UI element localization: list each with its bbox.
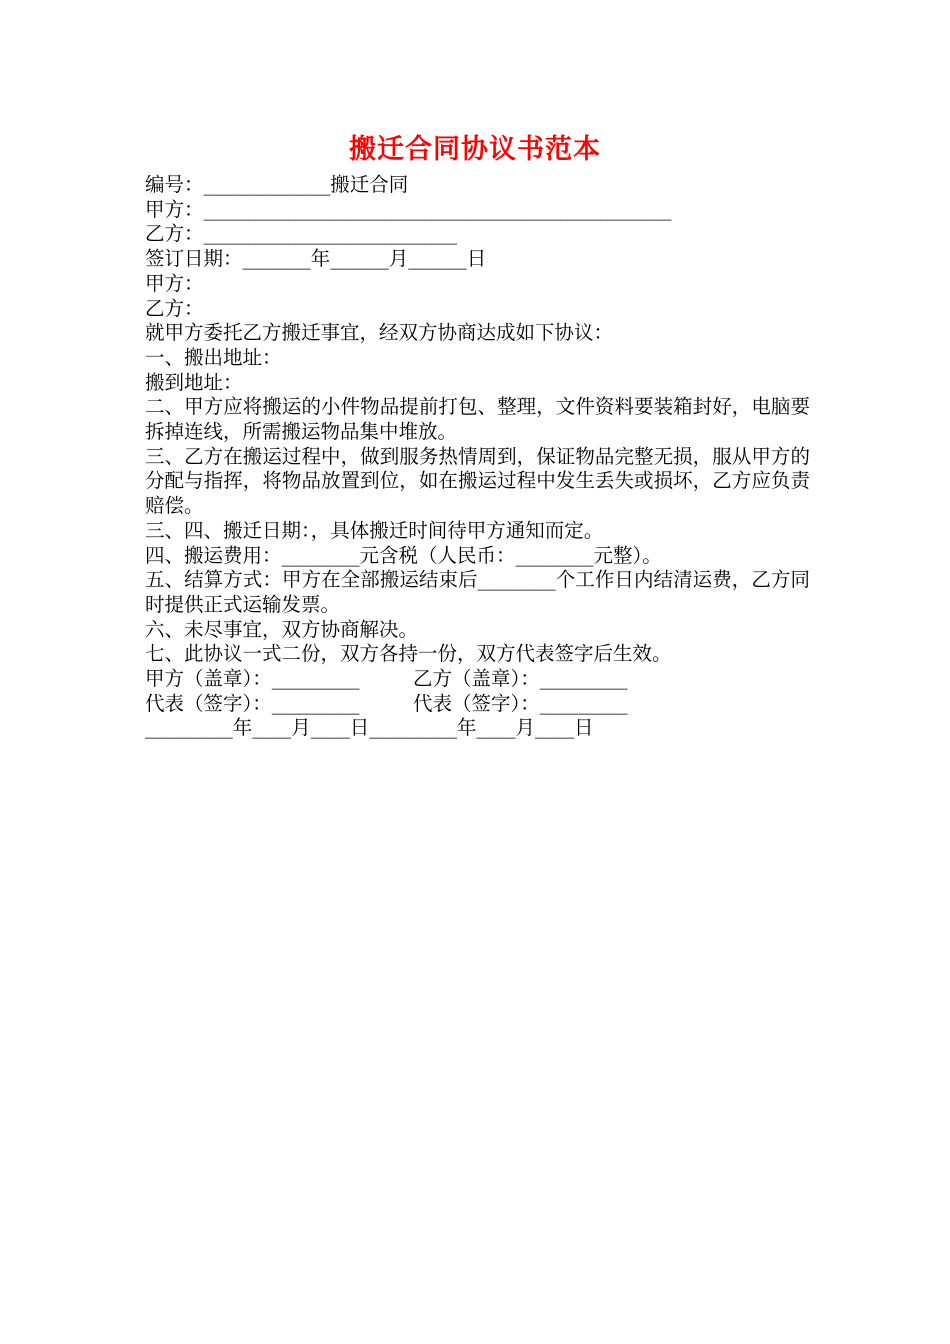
party-a-representative: 代表（签字）：_________	[145, 691, 360, 715]
party-b-signing-date: _________年____月____日	[369, 716, 594, 740]
clause-move-to-address: 搬到地址：	[145, 370, 243, 394]
party-b-line: 乙方：	[145, 296, 204, 320]
clause-copies: 七、此协议一式二份，双方各持一份，双方代表签字后生效。	[145, 642, 672, 666]
sign-date-line: 签订日期：_______年______月______日	[145, 247, 487, 271]
clause-other-matters: 六、未尽事宜，双方协商解决。	[145, 617, 419, 641]
signing-date-row	[145, 716, 810, 741]
clause-packing: 二、甲方应将搬运的小件物品提前打包、整理，文件资料要装箱封好，电脑要拆掉连线，所需搬运物品集中堆放。	[145, 395, 810, 444]
clause-fee: 四、搬运费用：________元含税（人民币：________元整）。	[145, 543, 662, 567]
contract-number-line: 编号：_____________搬迁合同	[145, 173, 409, 196]
document-title: 搬迁合同协议书范本	[349, 134, 601, 165]
clause-move-out-address: 一、搬出地址：	[145, 345, 282, 369]
document-body	[145, 173, 810, 741]
party-a-blank-line: 甲方：________________________________________________	[145, 197, 672, 221]
clause-service: 三、乙方在搬运过程中，做到服务热情周到，保证物品完整无损，服从甲方的分配与指挥，将物品放置到位，如在搬运过程中发生丢失或损坏，乙方应负责赔偿。	[145, 444, 810, 518]
party-a-seal: 甲方（盖章）：_________	[145, 667, 360, 691]
clause-move-date: 三、四、搬迁日期：，具体搬迁时间待甲方通知而定。	[145, 518, 604, 542]
party-b-seal: 乙方（盖章）：_________	[413, 667, 628, 691]
party-a-line: 甲方：	[145, 271, 204, 295]
party-a-signing-date: _________年____月____日	[145, 716, 370, 740]
party-b-representative: 代表（签字）：_________	[413, 691, 628, 715]
party-b-blank-line: 乙方：__________________________	[145, 222, 458, 246]
intro-line: 就甲方委托乙方搬迁事宜，经双方协商达成如下协议：	[145, 321, 614, 345]
clause-settlement: 五、结算方式：甲方在全部搬运结束后________个工作日内结清运费，乙方同时提供正式运输发票。	[145, 568, 810, 616]
representative-row	[145, 692, 810, 717]
seal-row	[145, 667, 810, 692]
